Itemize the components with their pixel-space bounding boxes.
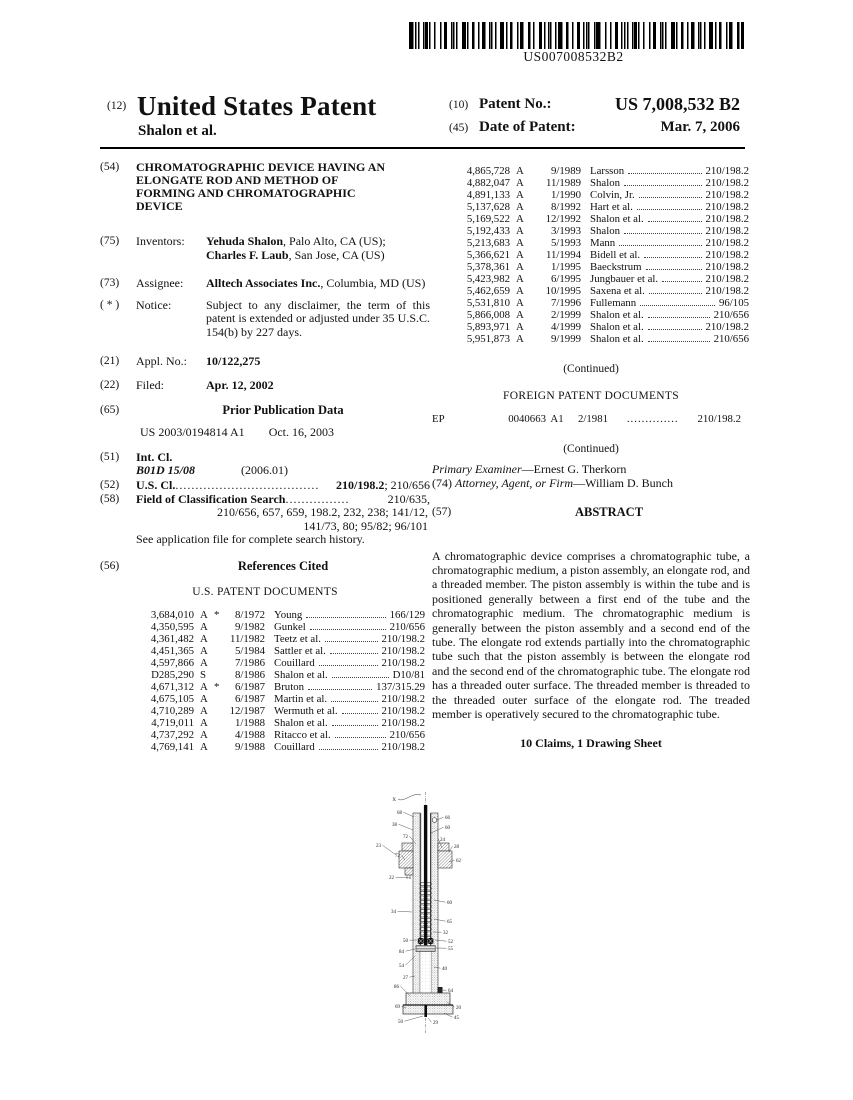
int-cl-line: B01D 15/08 (2006.01) [136, 463, 289, 477]
foreign-patent-documents-heading: FOREIGN PATENT DOCUMENTS [503, 389, 679, 402]
field-search-note: See application file for complete search history. [136, 532, 365, 546]
svg-text:27: 27 [403, 976, 408, 981]
svg-text:29: 29 [433, 1021, 438, 1026]
x-leader-curve [398, 794, 421, 799]
filed-value: Apr. 12, 2002 [206, 377, 274, 392]
filed-label: Filed: [136, 377, 165, 392]
svg-text:62: 62 [456, 859, 461, 864]
section-code-51: (51) [100, 451, 120, 463]
dot-leader [331, 701, 377, 702]
section-prior-pub [100, 404, 430, 418]
bottom-flange-upper [406, 993, 450, 1005]
dot-leader [648, 221, 702, 222]
section-field-search [100, 493, 430, 534]
reference-row: 4,451,365 A 5/1984 Sattler et al. 210/198.2 [150, 644, 425, 657]
dot-leader [330, 653, 378, 654]
left-bolt [405, 868, 413, 875]
reference-row: 4,675,105 A 6/1987 Martin et al. 210/198.2 [150, 692, 425, 705]
foreign-reference-row [432, 413, 750, 427]
reference-row: 5,169,522 A 12/1992 Shalon et al. 210/198.2 [466, 213, 749, 225]
prior-pub-number: US 2003/0194814 A1 [140, 424, 245, 439]
chromatographic-medium [420, 952, 431, 993]
patent-no-value: US 7,008,532 B2 [614, 94, 740, 114]
attorney-line [432, 477, 750, 491]
section-code-54: (54) [100, 161, 120, 173]
svg-text:34: 34 [391, 910, 396, 915]
reference-row: 4,769,141 A 9/1988 Couillard 210/198.2 [150, 740, 425, 753]
inventors-list [206, 235, 430, 262]
reference-row: 4,719,011 A 1/1988 Shalon et al. 210/198.2 [151, 716, 425, 729]
tube-wall-right [431, 813, 438, 994]
attorney-label: Attorney, Agent, or Firm [455, 475, 574, 490]
reference-row: 4,710,289 A 12/1987 Wermuth et al. 210/198.2 [150, 704, 425, 717]
dot-leader [619, 245, 701, 246]
prior-pub-date: Oct. 16, 2003 [268, 424, 335, 439]
field-search-block [136, 493, 430, 534]
dot-leader [325, 641, 378, 642]
reference-row: 5,531,810 A 7/1996 Fullemann 96/105 [466, 297, 749, 309]
reference-row: D285,290 S 8/1986 Shalon et al. D10/81 [151, 668, 425, 681]
svg-text:24: 24 [440, 838, 445, 843]
tube-wall-left [413, 813, 420, 994]
svg-text:84: 84 [399, 950, 404, 955]
dot-leader [644, 257, 701, 258]
assignee-value: Alltech Associates Inc., Columbia, MD (US) [206, 276, 426, 290]
reference-row: 3,684,010 A * 8/1972 Young 166/129 [150, 608, 425, 621]
dot-leader [342, 713, 378, 714]
us-references-left [100, 609, 430, 753]
foreign-number: 0040663 [508, 413, 546, 425]
section-notice [100, 299, 430, 340]
reference-row: 4,891,133 A 1/1990 Colvin, Jr. 210/198.2 [466, 189, 749, 201]
reference-row: 4,882,047 A 11/1989 Shalon 210/198.2 [466, 177, 749, 189]
section-code-22: (22) [100, 378, 120, 391]
svg-text:40: 40 [442, 967, 447, 972]
section-appl-no [100, 355, 430, 369]
examiner-name: —Ernest G. Therkorn [521, 462, 627, 476]
examiner-label: Primary Examiner [432, 462, 522, 476]
dot-leader [637, 209, 702, 210]
us-cl-label: U.S. Cl. [136, 478, 176, 492]
us-cl-primary: 210/198.2 [335, 478, 385, 492]
us-patent-documents-heading: U.S. PATENT DOCUMENTS [192, 586, 338, 598]
svg-text:64: 64 [448, 989, 453, 994]
appl-no-label: Appl. No.: [136, 354, 187, 368]
invention-title: CHROMATOGRAPHIC DEVICE HAVING AN ELONGATE ROD AND METHOD OF FORMING AND CHROMATOGRAPHIC DEVICE [136, 160, 386, 213]
reference-row: 5,462,659 A 10/1995 Saxena et al. 210/198.2 [466, 285, 749, 297]
notice-text: Subject to any disclaimer, the term of this patent is extended or adjusted under 35 U.S.C. 154(b) by 227 days. [206, 297, 430, 339]
dot-leader [319, 749, 378, 750]
section-abstract [432, 506, 750, 520]
dot-leader [662, 281, 701, 282]
continued-note-2: (Continued) [563, 442, 619, 455]
foreign-date: 2/1981 [578, 413, 608, 425]
dot-leader [306, 617, 385, 618]
inventors-label: Inventors: [136, 234, 185, 248]
svg-text:72: 72 [403, 835, 408, 840]
left-fitting-top [402, 843, 413, 851]
notice-label: Notice: [136, 297, 172, 312]
patent-no-label: Patent No.: [479, 96, 552, 112]
section-code-52: (52) [100, 479, 120, 491]
reference-row: 5,366,621 A 11/1994 Bidell et al. 210/198.2 [466, 249, 749, 261]
reference-row: 4,865,728 A 9/1989 Larsson 210/198.2 [466, 165, 749, 177]
field-search-line2: 210/656, 657, 659, 198.2, 232, 238; 141/12, [216, 505, 428, 519]
foreign-class: 210/198.2 [697, 413, 741, 425]
header-code-12: (12) [107, 100, 127, 112]
field-search-label: Field of Classification Search [136, 491, 286, 506]
barcode-number: US007008532B2 [523, 49, 624, 64]
dot-leader [308, 689, 372, 690]
attorney-name: —William D. Bunch [573, 475, 673, 490]
assignee-label: Assignee: [136, 276, 184, 290]
us-cl-line [136, 479, 430, 493]
dot-leader [639, 197, 702, 198]
field-search-leader: ................ [285, 492, 350, 506]
section-code-56: (56) [100, 559, 120, 572]
svg-text:32: 32 [443, 931, 448, 936]
dot-leader [648, 317, 710, 318]
svg-text:65: 65 [447, 920, 452, 925]
dot-leader [319, 665, 378, 666]
references-heading: References Cited [237, 558, 329, 573]
svg-text:60: 60 [445, 826, 450, 831]
foreign-kind: A1 [550, 413, 564, 425]
svg-text:28: 28 [454, 845, 459, 850]
barcode [409, 22, 744, 49]
dot-leader [640, 305, 715, 306]
right-fitting [438, 851, 452, 868]
svg-text:38: 38 [392, 823, 397, 828]
section-references [100, 560, 430, 574]
svg-text:72: 72 [395, 854, 400, 859]
svg-text:X: X [392, 798, 396, 803]
inventor-line: Charles F. Laub, San Jose, CA (US) [206, 247, 385, 262]
attorney-code: (74) [432, 475, 455, 490]
prior-pub-heading: Prior Publication Data [222, 403, 344, 417]
int-cl-block [136, 451, 430, 477]
section-us-cl [100, 479, 430, 493]
field-search-v1: 210/635, [387, 491, 430, 506]
foreign-country: EP [432, 413, 445, 425]
dot-leader [628, 173, 701, 174]
header-code-10: (10) [449, 99, 469, 111]
svg-text:50: 50 [398, 1020, 403, 1025]
section-code-73: (73) [100, 277, 120, 289]
patent-figure [350, 780, 510, 1050]
date-of-patent-value: Mar. 7, 2006 [660, 119, 740, 135]
reference-row: 5,192,433 A 3/1993 Shalon 210/198.2 [466, 225, 749, 237]
dot-leader [310, 629, 386, 630]
header-divider [100, 147, 745, 149]
svg-text:50: 50 [403, 939, 408, 944]
piston-assembly-plate [416, 946, 435, 952]
reference-row: 4,361,482 A 11/1982 Teetz et al. 210/198.2 [150, 632, 425, 645]
abstract-heading: ABSTRACT [574, 505, 644, 519]
section-code-58: (58) [100, 492, 120, 505]
left-fitting [399, 851, 413, 868]
continued-note-1: (Continued) [563, 363, 619, 375]
reference-row: 4,671,312 A * 6/1987 Bruton 137/315.29 [150, 680, 425, 693]
dot-leader [335, 737, 386, 738]
inventor-line: Yehuda Shalon, Palo Alto, CA (US); [206, 234, 386, 248]
svg-text:23: 23 [376, 844, 381, 849]
header-code-45: (45) [449, 122, 469, 134]
svg-text:86: 86 [394, 985, 399, 990]
claims-line: 10 Claims, 1 Drawing Sheet [520, 736, 662, 751]
section-filed [100, 379, 430, 393]
section-code-57: (57) [432, 506, 452, 518]
section-inventors [100, 235, 430, 262]
bottom-flange-lower [403, 1005, 453, 1014]
right-column [432, 160, 750, 751]
reference-row: 4,350,595 A 9/1982 Gunkel 210/656 [150, 620, 425, 633]
primary-examiner-line [432, 463, 750, 477]
prior-pub-line [140, 426, 430, 440]
svg-text:60: 60 [447, 901, 452, 906]
section-code-65: (65) [100, 404, 120, 416]
reference-row: 5,423,982 A 6/1995 Jungbauer et al. 210/198.2 [466, 273, 749, 285]
appl-no-value: 10/122,275 [206, 354, 261, 368]
reference-row: 4,737,292 A 4/1988 Ritacco et al. 210/656 [150, 728, 425, 741]
us-references-right [432, 160, 750, 345]
svg-text:20: 20 [456, 1006, 461, 1011]
reference-row: 5,866,008 A 2/1999 Shalon et al. 210/656 [466, 309, 749, 321]
dot-leader [649, 293, 702, 294]
svg-text:45: 45 [454, 1016, 459, 1021]
svg-text:55: 55 [448, 947, 453, 952]
page-title: United States Patent [137, 91, 377, 121]
right-fitting-top [438, 843, 449, 851]
left-column [100, 161, 430, 753]
int-cl-label: Int. Cl. [136, 450, 173, 464]
foreign-leader: .............. [626, 413, 679, 425]
svg-text:22: 22 [389, 876, 394, 881]
abstract-text: A chromatographic device comprises a chromatographic tube, a chromatographic medium, a piston assembly, an elongate rod, and a threaded member. The piston assembly is within the tube and is positioned generally between a first end of the tube and the chromatographic medium. The chromatographic medium is generally between the piston assembly and a second end of the tube. The elongate rod extends partially into the chromatographic tube such that the piston assembly is between the elongate rod and the second end of the chromatographic tube. The elongate rod has a threaded outer surface. The threaded member is threaded to the threaded outer surface of the elongate rod. The treaded member is operatively secured to the chromatographic tube. [432, 548, 750, 721]
field-search-line1 [136, 493, 430, 507]
dot-leader [332, 677, 389, 678]
date-of-patent-label: Date of Patent: [479, 119, 576, 135]
reference-row: 5,951,873 A 9/1999 Shalon et al. 210/656 [466, 333, 749, 345]
notice-asterisk: ( * ) [100, 298, 120, 311]
section-title [100, 161, 430, 213]
svg-text:66: 66 [445, 816, 450, 821]
us-cl-rest: ; 210/656 [384, 478, 430, 492]
svg-text:69: 69 [395, 1005, 400, 1010]
reference-row: 5,893,971 A 4/1999 Shalon et al. 210/198.2 [466, 321, 749, 333]
outlet-port [424, 1005, 427, 1017]
section-assignee [100, 277, 430, 291]
ferrule [432, 818, 437, 823]
reference-row: 5,378,361 A 1/1995 Baeckstrum 210/198.2 [466, 261, 749, 273]
applicant-name: Shalon et al. [138, 123, 217, 139]
dot-leader [648, 341, 710, 342]
reference-row: 5,213,683 A 5/1993 Mann 210/198.2 [466, 237, 749, 249]
svg-text:68: 68 [397, 811, 402, 816]
dot-leader [624, 233, 702, 234]
us-cl-leader: .................................... [175, 479, 320, 492]
dot-leader [332, 725, 378, 726]
field-search-line3: 141/73, 80; 95/82; 96/101 [303, 518, 428, 533]
svg-text:52: 52 [448, 940, 453, 945]
section-int-cl [100, 451, 430, 477]
svg-text:54: 54 [399, 964, 404, 969]
section-code-75: (75) [100, 235, 120, 247]
dot-leader [624, 185, 702, 186]
reference-row: 5,137,628 A 8/1992 Hart et al. 210/198.2 [466, 201, 749, 213]
reference-row: 4,597,866 A 7/1986 Couillard 210/198.2 [150, 656, 425, 669]
dot-leader [646, 269, 702, 270]
dot-leader [648, 329, 702, 330]
section-code-21: (21) [100, 355, 120, 367]
